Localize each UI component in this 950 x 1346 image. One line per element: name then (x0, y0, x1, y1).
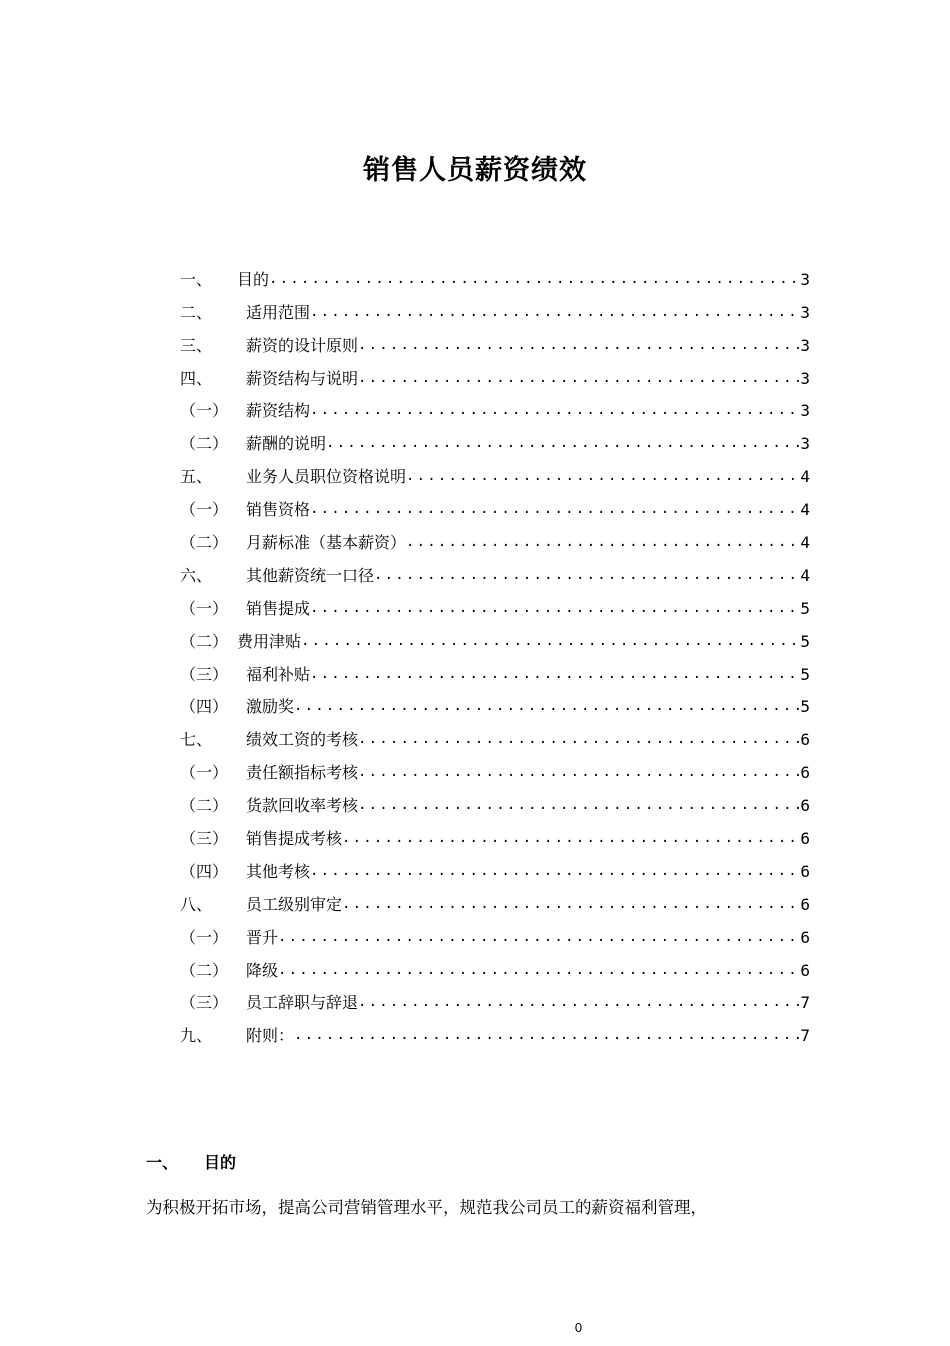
toc-entry-23[interactable] (180, 981, 810, 1014)
toc-dot-leader (358, 762, 799, 783)
toc-entry-16[interactable] (180, 750, 810, 783)
toc-entry-number: （二） (180, 434, 229, 454)
toc-dot-leader (294, 696, 799, 717)
toc-entry-label: 薪资的设计原则 (246, 335, 359, 355)
toc-entry-label: 附则： (246, 1026, 295, 1046)
toc-entry-page: 6 (800, 730, 810, 750)
toc-entry-page: 6 (800, 894, 810, 914)
toc-dot-leader (310, 499, 799, 520)
toc-entry-number: 七、 (180, 730, 213, 750)
toc-entry-19[interactable] (180, 849, 810, 882)
toc-entry-4[interactable] (180, 356, 810, 389)
toc-entry-number: （一） (180, 500, 229, 520)
toc-entry-15[interactable] (180, 717, 810, 750)
toc-dot-leader (310, 861, 799, 882)
toc-entry-label: 降级 (246, 960, 279, 980)
toc-entry-page: 6 (800, 763, 810, 783)
toc-entry-label: 销售提成考核 (246, 829, 343, 849)
toc-dot-leader (406, 466, 799, 487)
toc-entry-page: 6 (800, 960, 810, 980)
toc-entry-label: 其他薪资统一口径 (246, 565, 375, 585)
toc-entry-page: 5 (800, 697, 810, 717)
toc-entry-page: 5 (800, 598, 810, 618)
toc-entry-page: 4 (800, 565, 810, 585)
toc-entry-label: 晋升 (246, 927, 279, 947)
section-heading (146, 1150, 236, 1173)
toc-entry-6[interactable] (180, 421, 810, 454)
toc-entry-page: 7 (800, 1026, 810, 1046)
toc-entry-number: （三） (180, 664, 229, 684)
toc-entry-18[interactable] (180, 816, 810, 849)
toc-entry-label: 薪资结构 (246, 401, 311, 421)
toc-entry-label: 责任额指标考核 (246, 763, 359, 783)
toc-entry-number: （二） (180, 960, 229, 980)
toc-entry-number: （二） (180, 631, 229, 651)
toc-entry-label: 绩效工资的考核 (246, 730, 359, 750)
toc-entry-12[interactable] (180, 619, 810, 652)
toc-dot-leader (310, 400, 799, 421)
toc-entry-number: （一） (180, 598, 229, 618)
toc-entry-5[interactable] (180, 389, 810, 422)
toc-dot-leader (294, 1025, 799, 1046)
toc-entry-label: 销售提成 (246, 598, 311, 618)
toc-dot-leader (310, 598, 799, 619)
toc-entry-page: 3 (800, 302, 810, 322)
toc-dot-leader (342, 894, 799, 915)
toc-entry-number: 八、 (180, 894, 213, 914)
toc-entry-page: 3 (800, 368, 810, 388)
toc-entry-7[interactable] (180, 454, 810, 487)
toc-entry-24[interactable] (180, 1013, 810, 1046)
toc-entry-page: 5 (800, 631, 810, 651)
toc-entry-11[interactable] (180, 586, 810, 619)
toc-entry-label: 销售资格 (246, 500, 311, 520)
toc-entry-page: 4 (800, 500, 810, 520)
toc-entry-label: 薪资结构与说明 (246, 368, 359, 388)
section-title: 目的 (204, 1153, 237, 1172)
toc-entry-20[interactable] (180, 882, 810, 915)
toc-entry-label: 目的 (237, 269, 270, 289)
toc-entry-page: 5 (800, 664, 810, 684)
toc-entry-page: 6 (800, 861, 810, 881)
toc-entry-page: 3 (800, 401, 810, 421)
toc-entry-page: 4 (800, 467, 810, 487)
toc-entry-number: 五、 (180, 467, 213, 487)
toc-dot-leader (342, 828, 799, 849)
toc-entry-label: 员工级别审定 (246, 894, 343, 914)
toc-entry-3[interactable] (180, 323, 810, 356)
toc-entry-21[interactable] (180, 915, 810, 948)
toc-entry-number: （二） (180, 533, 229, 553)
toc-entry-2[interactable] (180, 290, 810, 323)
toc-entry-label: 福利补贴 (246, 664, 311, 684)
toc-dot-leader (406, 532, 799, 553)
toc-entry-number: （二） (180, 796, 229, 816)
table-of-contents (180, 257, 810, 1046)
toc-entry-label: 激励奖 (246, 697, 295, 717)
toc-entry-number: （三） (180, 829, 229, 849)
toc-entry-number: （一） (180, 927, 229, 947)
toc-dot-leader (358, 729, 799, 750)
toc-dot-leader (358, 992, 799, 1013)
toc-entry-label: 薪酬的说明 (246, 434, 327, 454)
toc-entry-17[interactable] (180, 783, 810, 816)
toc-dot-leader (358, 795, 799, 816)
toc-entry-number: 六、 (180, 565, 213, 585)
toc-entry-label: 其他考核 (246, 861, 311, 881)
section-number: 一、 (146, 1153, 179, 1172)
toc-dot-leader (310, 302, 799, 323)
toc-entry-number: 三、 (180, 335, 213, 355)
toc-entry-number: 一、 (180, 269, 213, 289)
toc-dot-leader (301, 631, 799, 652)
toc-entry-label: 费用津贴 (237, 631, 302, 651)
toc-entry-page: 4 (800, 533, 810, 553)
toc-dot-leader (326, 433, 799, 454)
toc-entry-number: （四） (180, 861, 229, 881)
toc-dot-leader (374, 565, 799, 586)
section-body-text: 为积极开拓市场，提高公司营销管理水平，规范我公司员工的薪资福利管理， (146, 1198, 707, 1217)
toc-dot-leader (278, 960, 799, 981)
toc-entry-page: 3 (800, 269, 810, 289)
toc-entry-page: 6 (800, 796, 810, 816)
toc-entry-8[interactable] (180, 487, 810, 520)
toc-dot-leader (358, 335, 799, 356)
toc-entry-1[interactable] (180, 257, 810, 290)
toc-entry-page: 6 (800, 829, 810, 849)
toc-dot-leader (358, 368, 799, 389)
toc-entry-label: 货款回收率考核 (246, 796, 359, 816)
toc-entry-page: 3 (800, 434, 810, 454)
toc-entry-14[interactable] (180, 685, 810, 718)
toc-entry-page: 6 (800, 927, 810, 947)
toc-entry-number: （一） (180, 763, 229, 783)
toc-entry-13[interactable] (180, 652, 810, 685)
toc-entry-label: 员工辞职与辞退 (246, 993, 359, 1013)
toc-entry-label: 适用范围 (246, 302, 311, 322)
toc-entry-number: （一） (180, 401, 229, 421)
toc-entry-number: 二、 (180, 302, 213, 322)
page-number: 0 (574, 1320, 583, 1335)
toc-dot-leader (278, 927, 799, 948)
toc-entry-page: 3 (800, 335, 810, 355)
toc-entry-22[interactable] (180, 948, 810, 981)
toc-entry-label: 业务人员职位资格说明 (246, 467, 407, 487)
toc-entry-number: 九、 (180, 1026, 213, 1046)
toc-entry-10[interactable] (180, 553, 810, 586)
toc-entry-number: （三） (180, 993, 229, 1013)
toc-entry-label: 月薪标准（基本薪资） (246, 533, 407, 553)
toc-entry-number: （四） (180, 697, 229, 717)
toc-entry-9[interactable] (180, 520, 810, 553)
toc-dot-leader (310, 664, 799, 685)
toc-dot-leader (269, 269, 799, 290)
document-title: 销售人员薪资绩效 (363, 155, 587, 186)
toc-entry-number: 四、 (180, 368, 213, 388)
toc-entry-page: 7 (800, 993, 810, 1013)
